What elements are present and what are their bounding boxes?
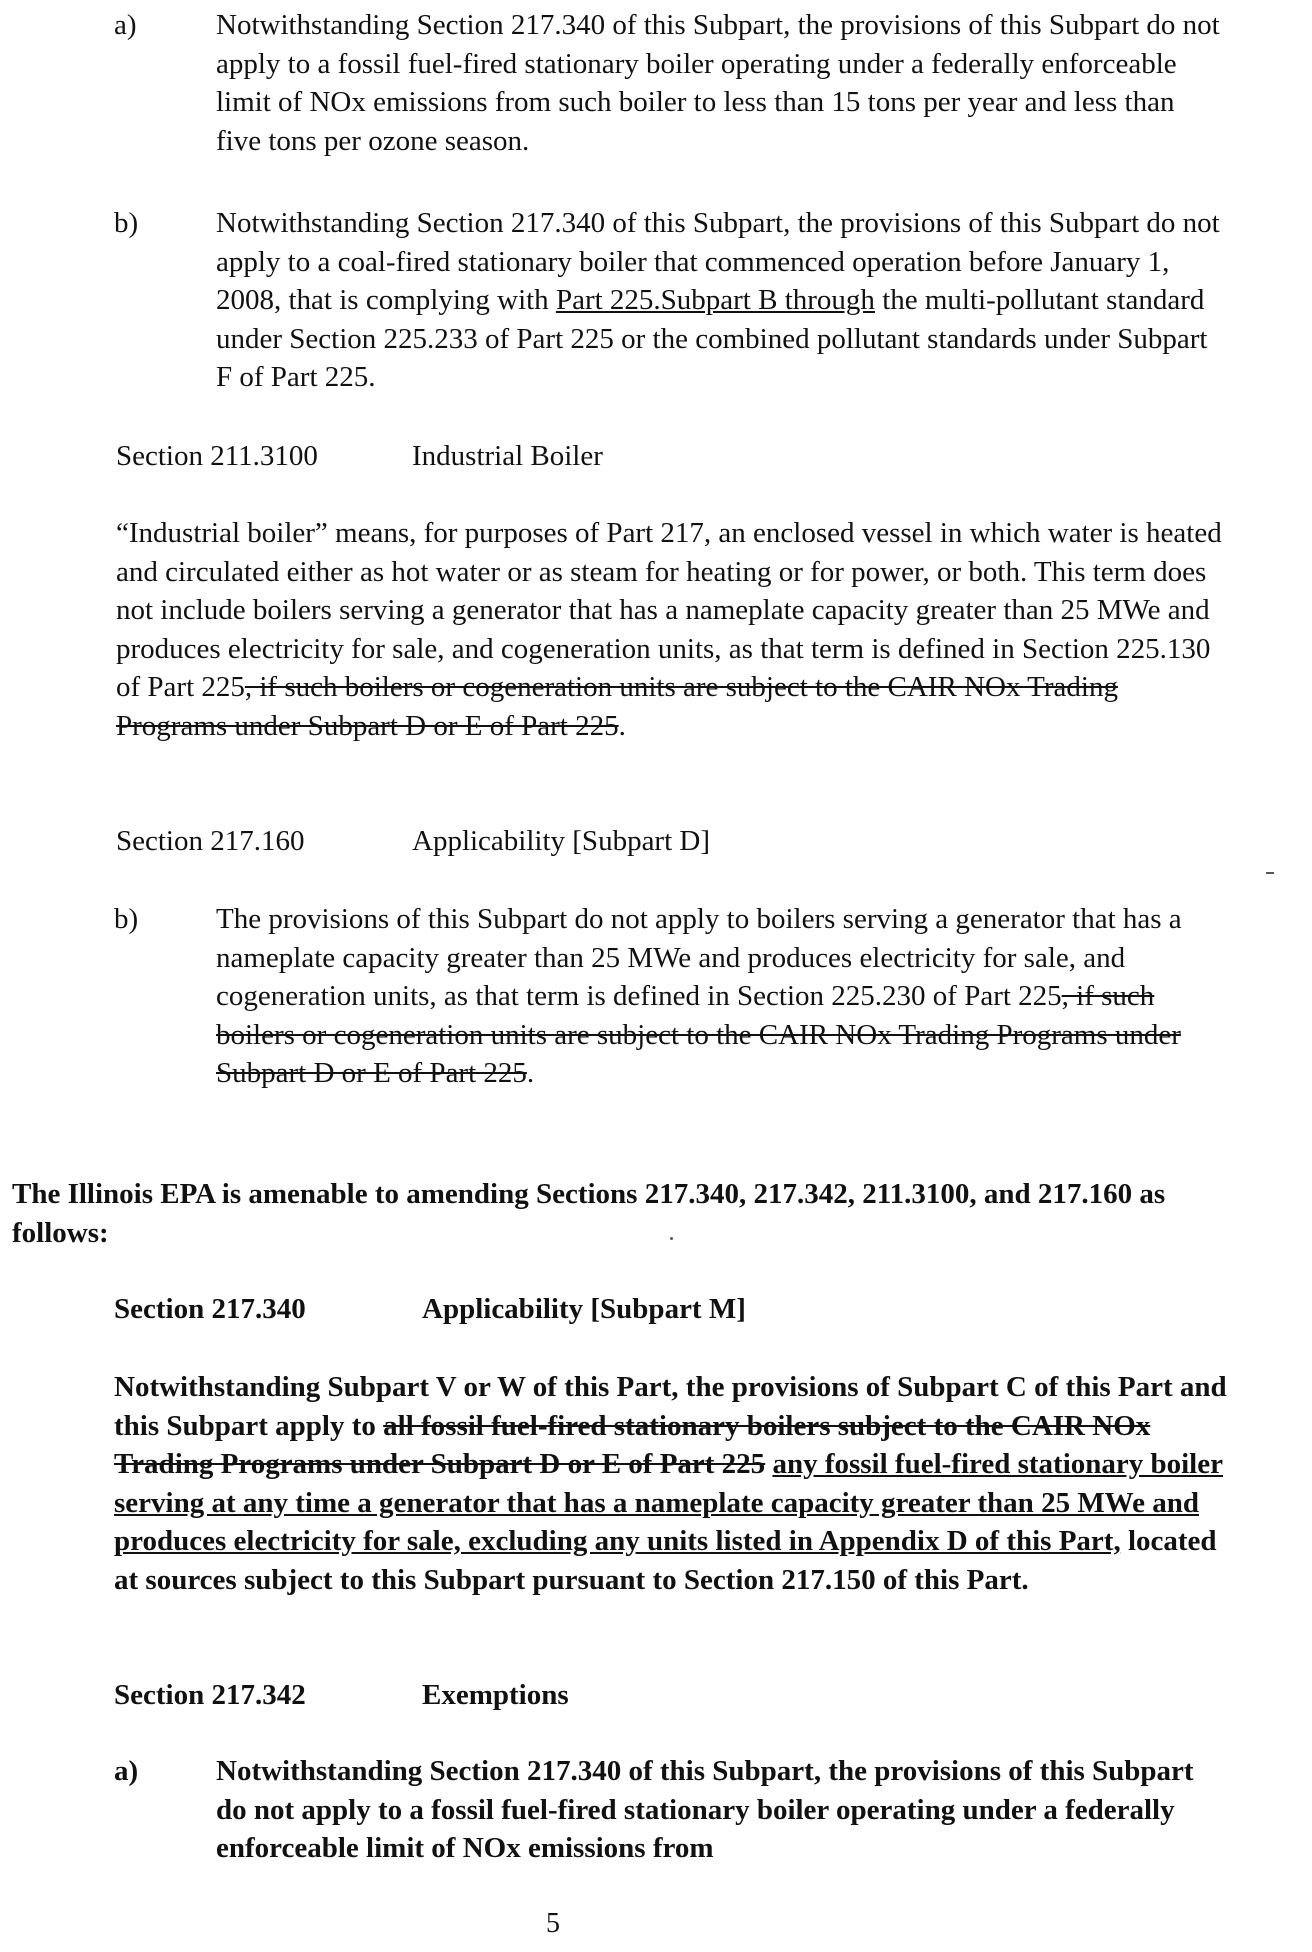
section-217-340-body [114,1368,1229,1599]
section-217-340-underlined: any fossil fuel-fired stationary boiler serving at any time a generator that has a nameplate capacity greater than 25 MWe and produces electricity for sale, excluding any units listed in Appendix D of this Part, [114,1448,1223,1557]
section-217-340-body-1: Notwithstanding Subpart V or W of this Part, the provisions of Subpart C of this Part and this Subpart apply to [114,1371,1227,1442]
section-217-342-a-text: Notwithstanding Section 217.340 of this Subpart, the provisions of this Subpart do not apply to a fossil fuel-fired stationary boiler operating under a federally enforceable limit of NOx emissions from [216,1755,1194,1864]
section-217-340-title: Applicability [Subpart M] [422,1293,746,1325]
section-217-160-b-struck: , if such boilers or cogeneration units are subject to the CAIR NOx Trading Programs under Subpart D or E of Part 225 [216,980,1181,1089]
section-211-number: Section 211.3100 [116,440,318,472]
amend-intro: The Illinois EPA is amenable to amending Sections 217.340, 217.342, 211.3100, and 217.160 as follows: [12,1178,1166,1249]
section-217-342-title: Exemptions [422,1679,569,1711]
item-b-text [216,204,1226,397]
section-211-body [116,514,1226,745]
item-b-text-2: the multi-pollutant standard under Section 225.233 of Part 225 or the combined pollutant standards under Subpart F of Part 225. [216,284,1208,393]
item-b-text-1: Notwithstanding Section 217.340 of this Subpart, the provisions of this Subpart do not apply to a coal-fired stationary boiler that commenced operation before January 1, 2008, that is complying with [216,207,1220,316]
section-211-body-1: “Industrial boiler” means, for purposes of Part 217, an enclosed vessel in which water is heated and circulated either as hot water or as steam for heating or for power, or both. This term does not include boilers serving a generator that has a nameplate capacity greater than 25 MWe and produces electricity for sale, and cogeneration units, as that term is defined in Section 225.130 of Part 225 [116,517,1222,703]
page-number: 5 [546,1908,560,1939]
section-217-340-number: Section 217.340 [114,1293,306,1325]
section-217-342-a-label: a) [114,1755,139,1787]
scan-mark [1266,872,1274,874]
scan-dot [670,1237,673,1240]
section-217-160-number: Section 217.160 [116,825,305,857]
item-b-underlined: Part 225.Subpart B through [555,284,875,316]
section-217-160-b-end: . [526,1057,535,1089]
item-a-label: a) [114,9,137,41]
section-217-340-struck: all fossil fuel-fired stationary boilers subject to the CAIR NOx Trading Programs under Subpart D or E of Part 225 [114,1409,1151,1480]
section-217-340-body-2: located at sources subject to this Subpart pursuant to Section 217.150 of this Part. [114,1525,1217,1596]
section-217-160-b-1: The provisions of this Subpart do not apply to boilers serving a generator that has a nameplate capacity greater than 25 MWe and produces electricity for sale, and cogeneration units, as that term is defined in Section 225.230 of Part 225 [216,903,1182,1012]
section-211-end: . [618,709,626,742]
item-b-label: b) [114,207,139,239]
section-217-160-title: Applicability [Subpart D] [412,825,711,857]
section-217-160-b-label: b) [114,903,139,935]
section-217-160-b-text [216,900,1226,1093]
section-211-struck: , if such boilers or cogeneration units are subject to the CAIR NOx Trading Programs under Subpart D or E of Part 225 [116,671,1118,742]
item-a-text: Notwithstanding Section 217.340 of this Subpart, the provisions of this Subpart do not apply to a fossil fuel-fired stationary boiler operating under a federally enforceable limit of NOx emissions from such boiler to less than 15 tons per year and less than five tons per ozone season. [216,9,1220,157]
section-217-342-number: Section 217.342 [114,1679,306,1711]
section-211-title: Industrial Boiler [412,440,603,472]
